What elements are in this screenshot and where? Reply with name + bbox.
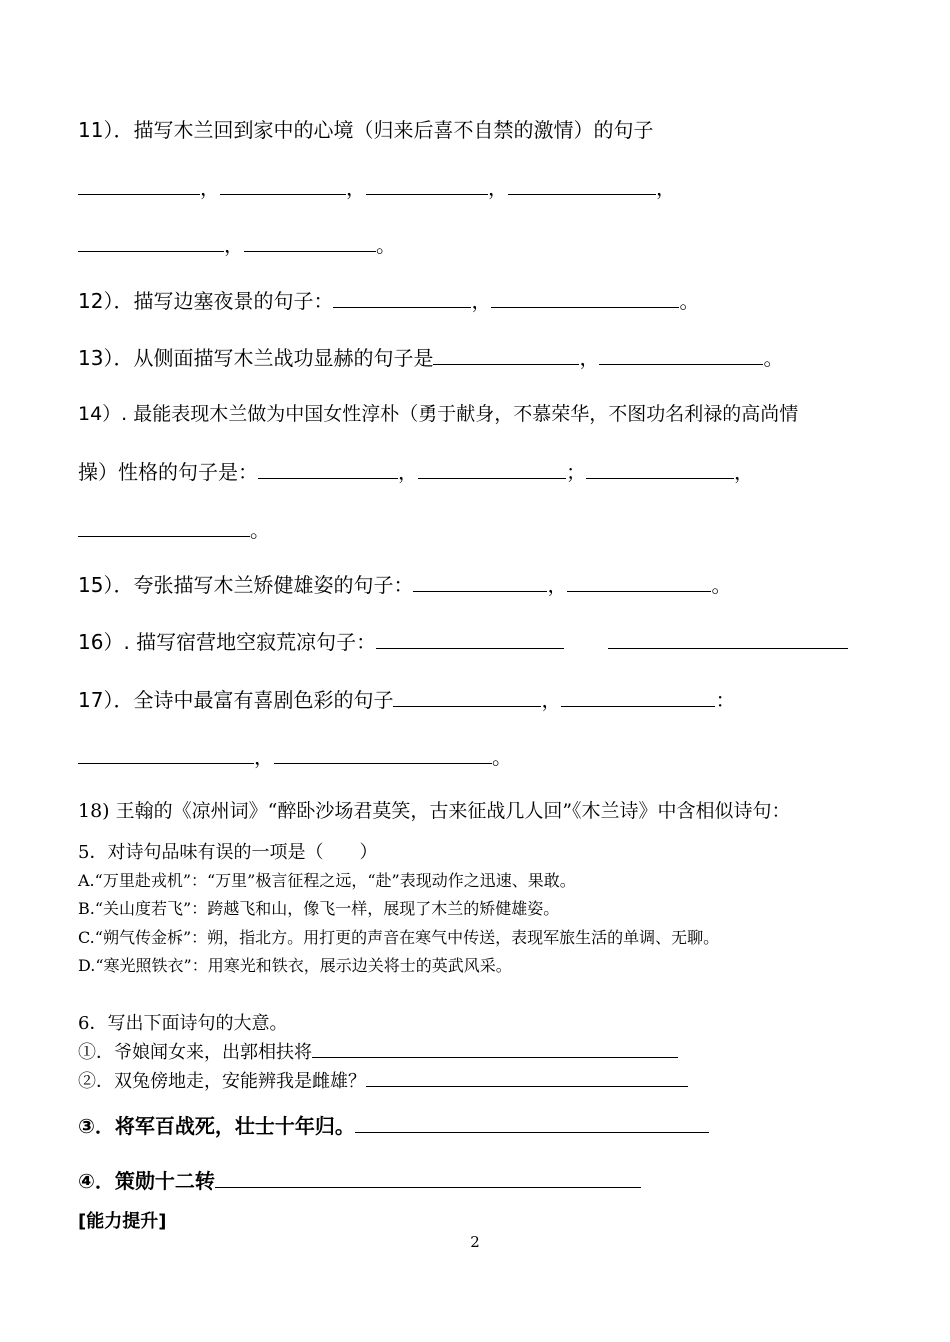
q14-prompt-line-1: 14）. 最能表现木兰做为中国女性淳朴（勇于献身，不慕荣华，不图功名利禄的高尚情 bbox=[78, 403, 799, 425]
answer-blank[interactable] bbox=[567, 573, 711, 592]
question-12: 12）．描写边塞夜景的句子： ， 。 bbox=[78, 289, 700, 313]
answer-blank[interactable] bbox=[608, 630, 848, 649]
question-18: 18) 王翰的《凉州词》“醉卧沙场君莫笑，古来征战几人回”《木兰诗》中含相似诗句： bbox=[78, 800, 791, 822]
q5-option-d[interactable]: D.“寒光照铁衣”：用寒光和铁衣，展示边关将士的英武风采。 bbox=[78, 956, 512, 975]
q14-answer-line-2: 。 bbox=[78, 514, 270, 543]
q11-answer-line-1: ， ， ， ， bbox=[78, 172, 676, 201]
answer-blank[interactable] bbox=[333, 289, 471, 308]
question-13: 13）．从侧面描写木兰战功显赫的句子是 ， 。 bbox=[78, 346, 784, 370]
answer-blank[interactable] bbox=[78, 518, 250, 537]
answer-blank[interactable] bbox=[355, 1114, 709, 1133]
answer-blank[interactable] bbox=[258, 460, 398, 479]
answer-blank[interactable] bbox=[599, 346, 763, 365]
answer-blank[interactable] bbox=[244, 233, 376, 252]
q14-answer-line-1: 操）性格的句子是： ， ； ， bbox=[78, 460, 754, 484]
answer-blank[interactable] bbox=[366, 1068, 688, 1087]
q11-prompt: 11）．描写木兰回到家中的心境（归来后喜不自禁的激情）的句子 bbox=[78, 118, 654, 142]
q17-answer-line-1: 17）．全诗中最富有喜剧色彩的句子 ， ： bbox=[78, 688, 736, 712]
q15-prompt: 15）．夸张描写木兰矫健雄姿的句子： bbox=[78, 573, 414, 597]
q5-stem: 5．对诗句品味有误的一项是（ ） bbox=[78, 842, 378, 863]
q6-stem: 6．写出下面诗句的大意。 bbox=[78, 1013, 288, 1034]
q12-prompt: 12）．描写边塞夜景的句子： bbox=[78, 289, 334, 313]
answer-blank[interactable] bbox=[561, 688, 715, 707]
q6-item-1: ①．爷娘闻女来，出郭相扶将 bbox=[78, 1038, 678, 1064]
answer-blank[interactable] bbox=[220, 176, 346, 195]
answer-blank[interactable] bbox=[78, 745, 254, 764]
answer-blank[interactable] bbox=[312, 1039, 678, 1058]
answer-blank[interactable] bbox=[508, 176, 656, 195]
q13-prompt: 13）．从侧面描写木兰战功显赫的句子是 bbox=[78, 346, 434, 370]
question-16 bbox=[78, 626, 848, 655]
section-heading: [能力提升] bbox=[78, 1211, 167, 1232]
question-15: 15）．夸张描写木兰矫健雄姿的句子： ， 。 bbox=[78, 573, 732, 597]
q5-option-c[interactable]: C.“朔气传金柝”：朔，指北方。用打更的声音在寒气中传送，表现军旅生活的单调、无聊。 bbox=[78, 928, 720, 947]
answer-blank[interactable] bbox=[586, 460, 734, 479]
answer-blank[interactable] bbox=[215, 1169, 641, 1188]
answer-blank[interactable] bbox=[433, 346, 579, 365]
q11-answer-line-2: ， 。 bbox=[78, 229, 396, 258]
q17-prompt: 17）．全诗中最富有喜剧色彩的句子 bbox=[78, 688, 394, 712]
q17-answer-line-2: ， 。 bbox=[78, 741, 512, 770]
answer-blank[interactable] bbox=[274, 745, 492, 764]
answer-blank[interactable] bbox=[366, 176, 488, 195]
answer-blank[interactable] bbox=[376, 630, 564, 649]
q5-option-a[interactable]: A.“万里赴戎机”：“万里”极言征程之远，“赴”表现动作之迅速、果敢。 bbox=[78, 871, 576, 890]
q6-item-4: ④．策勋十二转 bbox=[78, 1165, 641, 1194]
answer-blank[interactable] bbox=[491, 289, 679, 308]
page-number: 2 bbox=[470, 1233, 480, 1251]
q6-item-2: ②．双兔傍地走，安能辨我是雌雄？ bbox=[78, 1067, 688, 1093]
answer-blank[interactable] bbox=[78, 176, 200, 195]
q16-prompt: 16）. 描写宿营地空寂荒凉句子： bbox=[78, 630, 377, 654]
answer-blank[interactable] bbox=[393, 688, 541, 707]
q14-prompt-line-2: 操）性格的句子是： bbox=[78, 460, 258, 484]
q5-option-b[interactable]: B.“关山度若飞”：跨越飞和山，像飞一样，展现了木兰的矫健雄姿。 bbox=[78, 899, 560, 918]
answer-blank[interactable] bbox=[418, 460, 566, 479]
answer-blank[interactable] bbox=[78, 233, 224, 252]
answer-blank[interactable] bbox=[413, 573, 547, 592]
q6-item-3: ③．将军百战死，壮士十年归。 bbox=[78, 1110, 709, 1139]
